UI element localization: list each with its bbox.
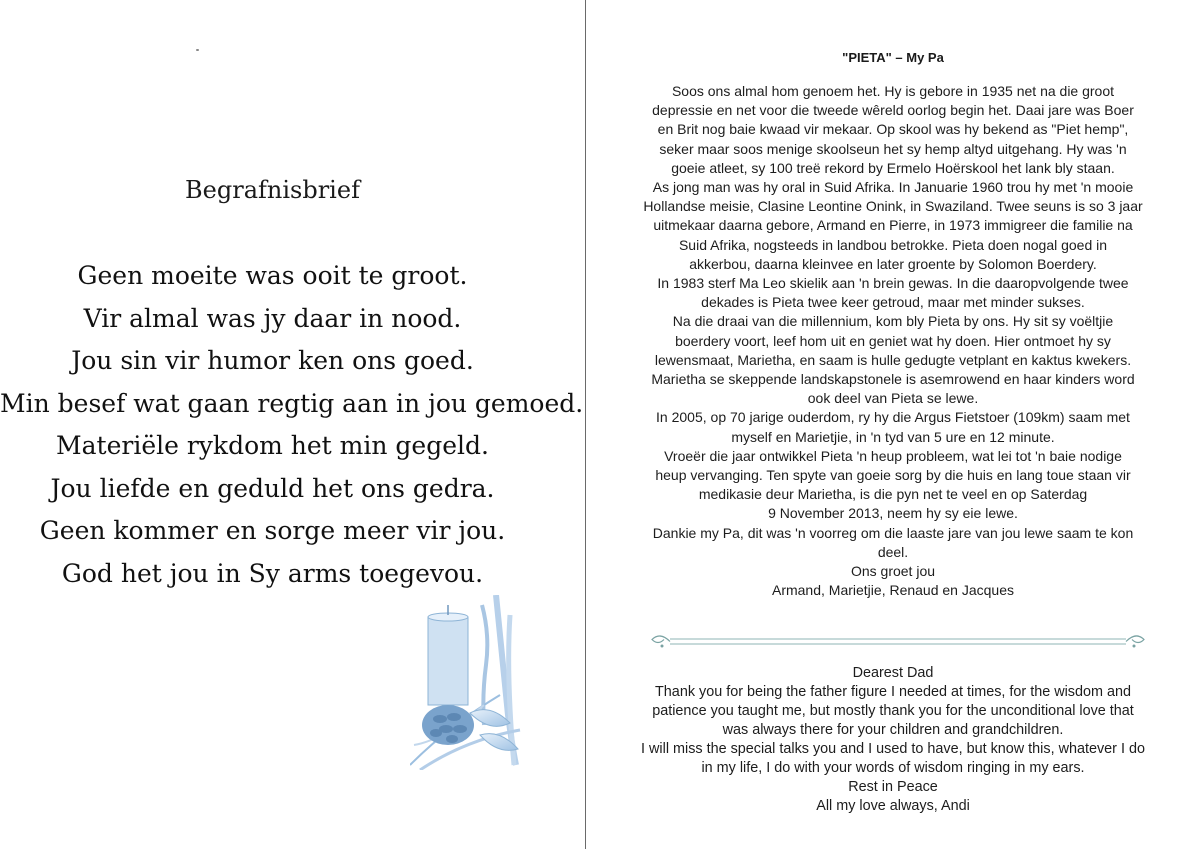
english-line: patience you taught me, but mostly thank you for the unconditional love that	[652, 703, 1134, 719]
poem-line: Min besef wat gaan regtig aan in jou gemoed.	[0, 388, 584, 418]
eulogy-line: Ons groet jou	[850, 563, 936, 580]
poem-line: Geen kommer en sorge meer vir jou.	[39, 516, 506, 545]
eulogy-line: uitmekaar daarna gebore, Armand en Pierre, in 1973 immigreer die familie na	[653, 217, 1133, 234]
poem-line: Geen moeite was ooit te groot.	[77, 261, 468, 290]
english-line: in my life, I do with your words of wisdom ringing in my ears.	[701, 760, 1085, 776]
eulogy-title: "PIETA" – My Pa	[842, 50, 944, 65]
eulogy-line: 9 November 2013, neem hy sy eie lewe.	[768, 505, 1018, 522]
eulogy-line: Na die draai van die millennium, kom bly Pieta by ons. Hy sit sy voëltjie	[672, 313, 1114, 330]
poem-line: Vir almal was jy daar in nood.	[83, 303, 462, 333]
eulogy-line: Hollandse meisie, Clasine Leontine Onink, in Swaziland. Twee seuns is so 3 jaar	[643, 198, 1143, 215]
eulogy-line: dekades is Pieta twee keer getroud, maar met minder sukses.	[701, 294, 1085, 311]
english-message	[604, 664, 1182, 816]
page-title: Begrafnisbrief	[185, 176, 360, 204]
eulogy-line: deel.	[877, 543, 909, 560]
eulogy-line: myself en Marietjie, in 'n tyd van 5 ure en 12 minute.	[731, 428, 1055, 445]
poem-line: Materiële rykdom het min gegeld.	[56, 431, 489, 460]
right-page	[586, 0, 1200, 849]
poem-line: God het jou in Sy arms toegevou.	[61, 558, 484, 588]
eulogy-line: en Brit nog baie kwaad vir mekaar. Op skool was hy bekend as "Piet hemp",	[657, 121, 1129, 138]
left-page	[0, 0, 585, 849]
eulogy-line: Dankie my Pa, dit was 'n voorreg om die laaste jare van jou lewe saam te kon	[652, 524, 1134, 541]
eulogy-line: Soos ons almal hom genoem het. Hy is gebore in 1935 net na die groot	[671, 83, 1115, 99]
eulogy-line: Vroeër die jaar ontwikkel Pieta 'n heup probleem, wat lei tot 'n baie nodige	[664, 447, 1122, 464]
poem-line: Jou liefde en geduld het ons gedra.	[50, 473, 495, 503]
eulogy-line: As jong man was hy oral in Suid Afrika. In Januarie 1960 trou hy met 'n mooie	[652, 179, 1134, 196]
english-line: All my love always, Andi	[816, 798, 970, 814]
paper-speck	[196, 49, 199, 51]
english-line: Rest in Peace	[848, 779, 938, 795]
ornamental-divider-icon	[648, 630, 1148, 654]
english-line: Thank you for being the father figure I needed at times, for the wisdom and	[655, 684, 1131, 700]
eulogy-line: seker maar soos menige skoolseun het sy hemp altyd uitgehang. Hy was 'n	[659, 140, 1127, 157]
eulogy-text	[604, 82, 1182, 600]
eulogy-line: boerdery voort, leef hom uit en geniet wat hy doen. Hier ontmoet hy sy	[675, 332, 1111, 349]
eulogy-line: heup vervanging. Ten spyte van goeie sorg by die huis en lang toue staan vir	[655, 467, 1131, 484]
eulogy-line: ook deel van Pieta se lewe.	[807, 390, 979, 407]
eulogy-line: In 1983 sterf Ma Leo skielik aan 'n brein gewas. In die daaropvolgende twee	[657, 275, 1129, 292]
eulogy-line: Armand, Marietjie, Renaud en Jacques	[771, 582, 1015, 599]
poem	[0, 255, 584, 595]
eulogy-line: depressie en net voor die tweede wêreld oorlog begin het. Daai jare was Boer	[652, 102, 1134, 119]
eulogy-line: lewensmaat, Marietha, en saam is hulle gedugte vetplant en kaktus kwekers.	[654, 351, 1132, 368]
eulogy-line: Suid Afrika, nogsteeds in landbou betrokke. Pieta doen nogal goed in	[678, 236, 1108, 253]
poem-line: Jou sin vir humor ken ons goed.	[71, 346, 474, 375]
eulogy-line: akkerbou, daarna kleinvee en later groente by Solomon Boerdery.	[689, 255, 1097, 272]
english-line: I will miss the special talks you and I used to have, but know this, whatever I do	[641, 741, 1145, 757]
eulogy-line: Marietha se skeppende landskapstonele is asemrowend en haar kinders word	[651, 371, 1135, 388]
eulogy-line: medikasie deur Marietha, is die pyn net te veel en op Saterdag	[698, 486, 1088, 503]
eulogy-line: In 2005, op 70 jarige ouderdom, ry hy die Argus Fietstoer (109km) saam met	[656, 409, 1130, 426]
candle-and-pinecone-icon	[410, 595, 525, 770]
english-line: was always there for your children and grandchildren.	[722, 722, 1064, 738]
english-line: Dearest Dad	[852, 665, 934, 681]
eulogy-line: goeie atleet, sy 100 treë rekord by Ermelo Hoërskool het lank bly staan.	[671, 159, 1115, 176]
